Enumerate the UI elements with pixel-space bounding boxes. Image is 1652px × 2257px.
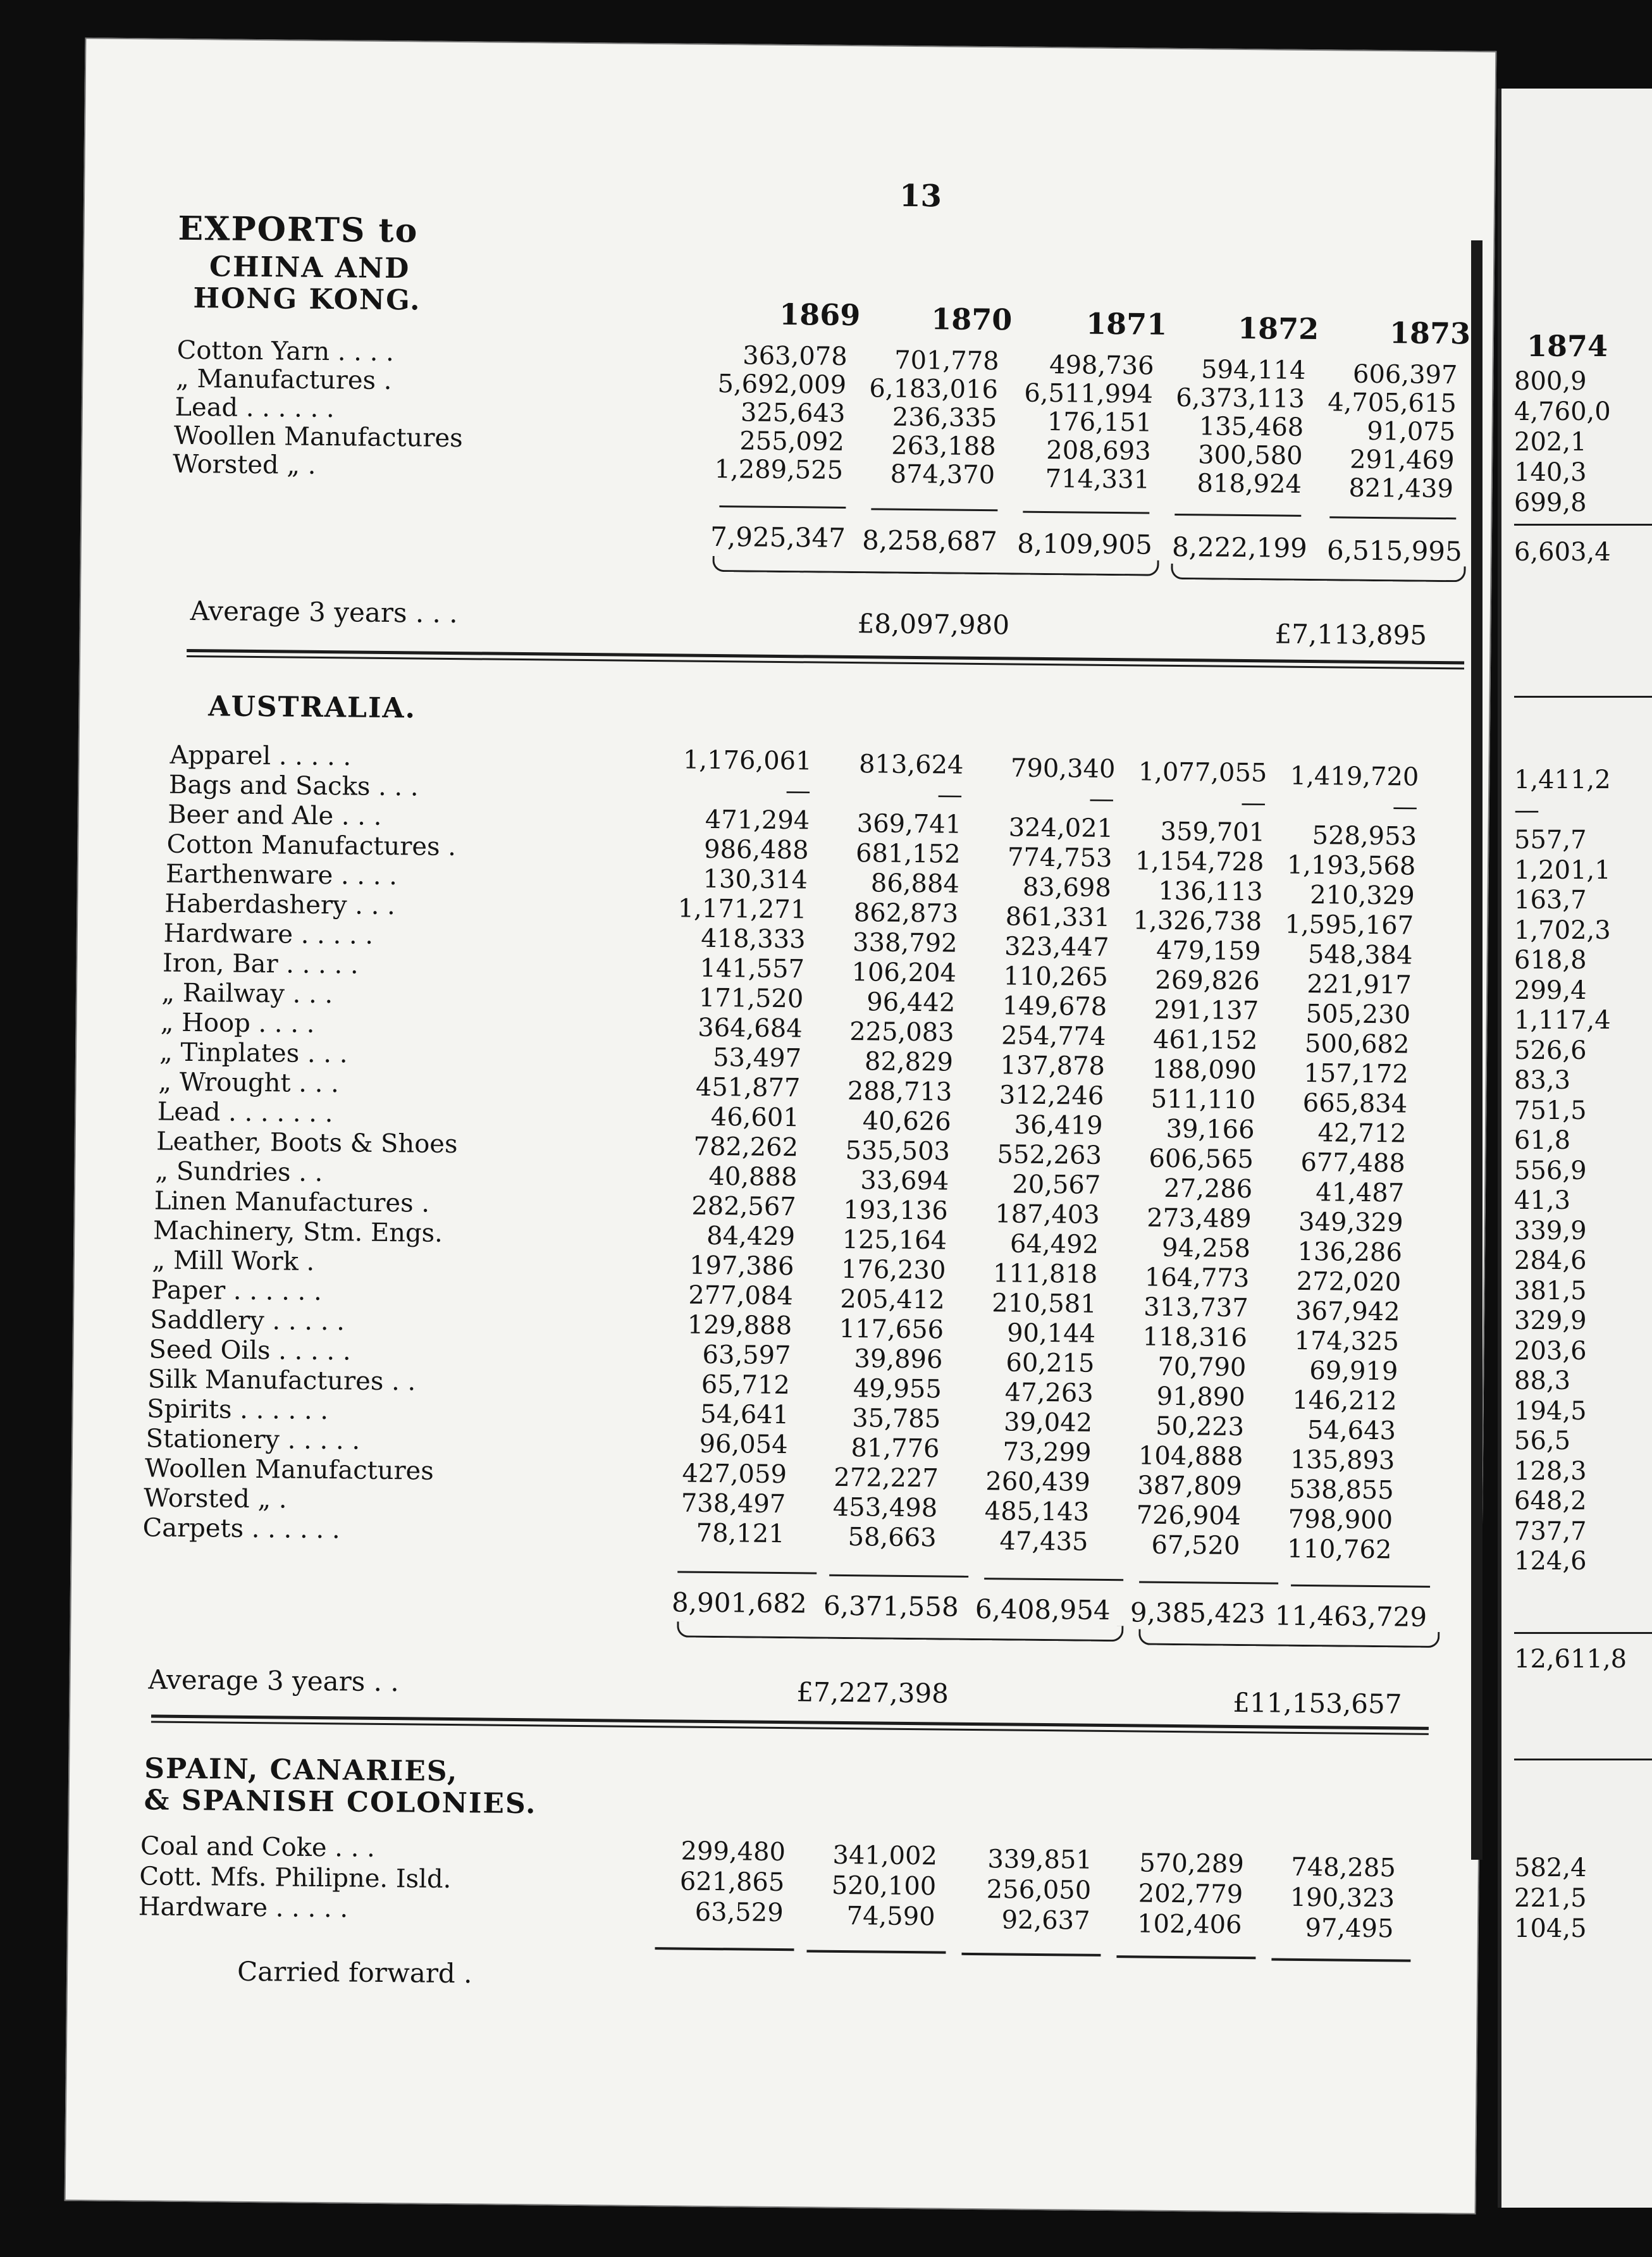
value-cell-1871: 790,340: [1010, 753, 1116, 784]
value-cell-1869: 63,529: [694, 1897, 784, 1928]
adjacent-value: 329,9: [1514, 1306, 1587, 1335]
value-cell-1870: 86,884: [870, 869, 960, 899]
adjacent-value: 1,201,1: [1514, 855, 1611, 885]
value-cell-1871: 47,435: [999, 1526, 1088, 1557]
value-cell-1870: 106,204: [851, 958, 957, 988]
row-label: Haberdashery . . .: [164, 889, 396, 921]
carried-forward: Carried forward .: [237, 1955, 472, 1989]
row-label: Bags and Sacks . . .: [168, 770, 419, 802]
adjacent-value: 83,3: [1514, 1066, 1571, 1095]
adjacent-value: 737,7: [1514, 1516, 1587, 1546]
australia-total-1872: 9,385,423: [1130, 1597, 1266, 1629]
row-label: Paper . . . . . .: [151, 1275, 323, 1307]
value-cell-1870: 862,873: [853, 898, 959, 929]
value-cell-1869: 364,684: [698, 1013, 803, 1044]
adjacent-value: 557,7: [1514, 826, 1587, 855]
row-label: Linen Manufactures .: [154, 1186, 430, 1218]
row-label: „ Wrought . . .: [158, 1067, 340, 1099]
value-cell-1871: 20,567: [1012, 1170, 1101, 1200]
value-cell-1870: 125,164: [842, 1225, 947, 1256]
value-cell-1873: 272,020: [1296, 1266, 1402, 1297]
value-cell-1869: 299,480: [681, 1836, 786, 1867]
value-cell-1869: 1,171,271: [677, 894, 807, 925]
value-cell-1872: 188,090: [1152, 1054, 1257, 1085]
value-cell-1871: 64,492: [1009, 1229, 1099, 1259]
value-cell-1871: 714,331: [1045, 464, 1150, 495]
value-cell-1871: 83,698: [1022, 872, 1112, 903]
china-total-1873: 6,515,995: [1326, 535, 1463, 567]
value-cell-1872: 461,152: [1152, 1025, 1258, 1056]
value-cell-1871: 498,736: [1049, 350, 1154, 381]
value-cell-1870: 272,227: [834, 1462, 939, 1493]
value-cell-1871: 208,693: [1046, 435, 1151, 466]
value-cell-1872: 1,154,728: [1135, 846, 1264, 877]
value-cell-1869: 1,289,525: [714, 454, 844, 485]
row-label: Hardware . . . . .: [163, 918, 374, 950]
value-cell-1871: 36,419: [1014, 1110, 1103, 1141]
value-cell-1870: 96,442: [866, 987, 956, 1018]
row-label: Cotton Manufactures .: [166, 829, 457, 862]
adjacent-value: —: [1514, 795, 1539, 825]
ledger-page: [65, 37, 1497, 2214]
adjacent-value: 1,411,2: [1514, 765, 1611, 795]
australia-total-rules: [85, 37, 1496, 51]
value-cell-1869: 782,262: [693, 1132, 799, 1163]
value-cell-1871: 552,263: [997, 1140, 1102, 1170]
value-cell-1873: 135,893: [1290, 1445, 1395, 1476]
row-label: „ Sundries . .: [155, 1156, 323, 1188]
value-cell-1869: 418,333: [700, 924, 806, 955]
value-cell-1869: 40,888: [708, 1161, 798, 1192]
value-cell-1870: 35,785: [851, 1404, 941, 1434]
adjacent-rule: [1514, 524, 1652, 526]
value-cell-1871: 47,263: [1004, 1378, 1094, 1408]
australia-total-1869: 8,901,682: [671, 1586, 807, 1619]
value-cell-1870: 520,100: [831, 1871, 937, 1901]
row-label: „ Hoop . . . .: [160, 1008, 315, 1039]
adjacent-australia-total: 12,611,8: [1514, 1645, 1627, 1674]
adjacent-value: 41,3: [1514, 1186, 1571, 1215]
row-label: Leather, Boots & Shoes: [156, 1127, 458, 1159]
value-cell-1870: 40,626: [862, 1106, 951, 1137]
value-cell-1873: 1,595,167: [1285, 910, 1414, 941]
value-cell-1872: 359,701: [1160, 817, 1266, 848]
value-cell-1869: 363,078: [743, 341, 848, 371]
value-cell-1873: 146,212: [1292, 1385, 1397, 1416]
value-cell-1871: 210,581: [992, 1289, 1097, 1319]
value-cell-1870: 236,335: [892, 402, 997, 433]
value-cell-1870: 74,590: [846, 1901, 935, 1932]
row-label: Machinery, Stm. Engs.: [152, 1216, 443, 1248]
section-title-spain: SPAIN, CANARIES,: [144, 1752, 459, 1788]
china-total-1871: 8,109,905: [1016, 528, 1153, 560]
value-cell-1870: 6,183,016: [869, 374, 999, 405]
value-cell-1871: 339,851: [987, 1845, 1093, 1875]
value-cell-1871: 324,021: [1008, 813, 1114, 844]
value-cell-1872: 570,289: [1139, 1848, 1245, 1879]
adjacent-value: 124,6: [1514, 1547, 1587, 1576]
value-cell-1871: 137,878: [1000, 1051, 1106, 1081]
value-cell-1870: 535,503: [845, 1135, 951, 1166]
adjacent-china-total: 6,603,4: [1514, 538, 1611, 567]
adjacent-rule-2: [1514, 696, 1652, 698]
value-cell-1869: 255,092: [739, 426, 844, 457]
adjacent-value: 104,5: [1514, 1914, 1587, 1943]
value-cell-1872: 202,779: [1138, 1879, 1243, 1910]
adjacent-value: 618,8: [1514, 946, 1587, 975]
china-average-1: £8,097,980: [857, 608, 1010, 641]
adjacent-value: 751,5: [1514, 1096, 1587, 1125]
china-total-1872: 8,222,199: [1171, 531, 1308, 564]
value-cell-1872: 300,580: [1197, 440, 1303, 471]
value-cell-1870: 338,792: [852, 928, 958, 958]
value-cell-1869: 84,429: [706, 1221, 796, 1252]
row-label: Worsted „ .: [172, 449, 316, 480]
value-cell-1870: 341,002: [832, 1840, 938, 1871]
row-label: „ Mill Work .: [152, 1246, 315, 1277]
australia-total-1871: 6,408,954: [975, 1593, 1111, 1626]
value-cell-1873: 505,230: [1305, 999, 1411, 1030]
value-cell-1872: 273,489: [1146, 1203, 1252, 1234]
adjacent-value: 526,6: [1514, 1036, 1587, 1065]
value-cell-1873: —: [1392, 792, 1418, 822]
adjacent-value: 339,9: [1514, 1216, 1587, 1246]
china-average-2: £7,113,895: [1274, 618, 1427, 651]
value-cell-1869: 53,497: [712, 1042, 802, 1073]
year-1871: 1871: [1085, 306, 1168, 342]
row-label: Silk Manufactures . .: [147, 1364, 416, 1397]
value-cell-1869: 471,294: [705, 805, 810, 836]
value-cell-1872: 70,790: [1157, 1352, 1247, 1383]
value-cell-1872: 102,406: [1137, 1909, 1242, 1940]
china-average-label: Average 3 years . . .: [190, 595, 458, 629]
value-cell-1870: 681,152: [855, 839, 961, 869]
value-cell-1872: 387,809: [1137, 1471, 1242, 1502]
row-label: Saddlery . . . . .: [149, 1305, 345, 1337]
value-cell-1872: 291,137: [1154, 995, 1259, 1026]
row-label: Carpets . . . . . .: [142, 1513, 340, 1545]
value-cell-1869: 96,054: [699, 1429, 788, 1460]
value-cell-1873: 91,075: [1366, 416, 1456, 447]
value-cell-1871: 6,511,994: [1024, 378, 1154, 409]
row-label: Woollen Manufactures: [173, 421, 463, 454]
value-cell-1872: 511,110: [1150, 1084, 1256, 1115]
value-cell-1872: 104,888: [1138, 1441, 1243, 1472]
year-1873: 1873: [1389, 316, 1471, 351]
value-cell-1873: 4,705,615: [1328, 388, 1457, 419]
adjacent-value: 800,9: [1514, 367, 1587, 396]
value-cell-1869: 621,865: [679, 1867, 785, 1898]
value-cell-1870: 453,498: [832, 1492, 938, 1523]
row-label: Apparel . . . . .: [170, 740, 352, 772]
value-cell-1873: 41,487: [1316, 1178, 1405, 1208]
australia-average-1: £7,227,398: [796, 1676, 949, 1709]
value-cell-1869: 427,059: [682, 1459, 787, 1490]
row-label: Lead . . . . . . .: [157, 1097, 333, 1128]
value-cell-1873: 665,834: [1302, 1088, 1408, 1119]
value-cell-1870: 701,778: [894, 345, 999, 376]
value-cell-1871: 323,447: [1004, 932, 1109, 962]
value-cell-1872: 594,114: [1200, 355, 1306, 385]
adjacent-value: 299,4: [1514, 975, 1587, 1005]
value-cell-1873: 798,900: [1288, 1504, 1393, 1535]
value-cell-1872: 27,286: [1164, 1173, 1253, 1204]
row-label: „ Tinplates . . .: [159, 1037, 348, 1069]
value-cell-1869: —: [785, 776, 811, 806]
value-cell-1872: 67,520: [1151, 1530, 1240, 1561]
value-cell-1872: 136,113: [1158, 876, 1263, 907]
value-cell-1872: —: [1240, 788, 1266, 818]
value-cell-1871: 256,050: [986, 1875, 1092, 1905]
value-cell-1869: 130,314: [703, 864, 808, 895]
value-cell-1870: 225,083: [849, 1017, 954, 1048]
row-label: Spirits . . . . . .: [147, 1394, 329, 1426]
adjacent-value: 221,5: [1514, 1884, 1587, 1913]
value-cell-1872: 50,223: [1155, 1411, 1245, 1442]
value-cell-1873: 349,329: [1298, 1207, 1403, 1238]
value-cell-1873: 1,193,568: [1286, 850, 1416, 881]
value-cell-1873: 538,855: [1289, 1475, 1394, 1506]
value-cell-1872: 135,468: [1199, 412, 1304, 442]
value-cell-1871: 187,403: [995, 1199, 1100, 1230]
value-cell-1872: 1,077,055: [1138, 757, 1267, 788]
value-cell-1871: 254,774: [1001, 1021, 1106, 1051]
adjacent-value: 4,760,0: [1514, 397, 1611, 426]
value-cell-1871: 485,143: [984, 1497, 1090, 1527]
row-label: Woollen Manufactures: [144, 1454, 434, 1486]
value-cell-1870: 874,370: [890, 459, 996, 490]
value-cell-1873: 69,919: [1309, 1356, 1398, 1387]
value-cell-1869: 129,888: [687, 1310, 792, 1341]
page-binding: [1471, 240, 1482, 1860]
spain-rules: [85, 37, 1496, 51]
adjacent-value: 648,2: [1514, 1487, 1587, 1516]
value-cell-1871: 149,678: [1002, 991, 1107, 1022]
value-cell-1872: 39,166: [1166, 1114, 1255, 1145]
value-cell-1872: 479,159: [1156, 936, 1261, 967]
value-cell-1873: 367,942: [1295, 1296, 1400, 1327]
value-cell-1870: 813,624: [858, 750, 964, 780]
value-cell-1870: 263,188: [891, 431, 996, 462]
value-cell-1870: 81,776: [851, 1433, 940, 1464]
section-divider: [187, 649, 1464, 669]
value-cell-1872: 1,326,738: [1133, 906, 1262, 937]
value-cell-1870: 205,412: [840, 1284, 945, 1315]
value-cell-1871: 73,299: [1002, 1437, 1092, 1468]
value-cell-1870: 82,829: [864, 1047, 954, 1077]
value-cell-1873: 500,682: [1304, 1029, 1410, 1060]
year-1872: 1872: [1237, 311, 1319, 347]
adjacent-value: 88,3: [1514, 1366, 1571, 1395]
value-cell-1873: 548,384: [1307, 939, 1413, 970]
row-label: Beer and Ale . . .: [168, 800, 382, 831]
value-cell-1873: 748,285: [1291, 1852, 1396, 1883]
adjacent-value: 582,4: [1514, 1853, 1587, 1883]
china-total-1869: 7,925,347: [710, 521, 846, 553]
value-cell-1869: 738,497: [681, 1488, 786, 1519]
page-number: 13: [899, 178, 942, 214]
adjacent-value: 56,5: [1514, 1426, 1571, 1456]
value-cell-1870: 39,896: [854, 1344, 943, 1375]
value-cell-1873: 291,469: [1349, 445, 1455, 476]
adjacent-value: 140,3: [1514, 458, 1587, 487]
value-cell-1873: 190,323: [1290, 1883, 1395, 1914]
value-cell-1871: 110,265: [1003, 962, 1109, 992]
value-cell-1871: 92,637: [1001, 1905, 1090, 1936]
section-title-china: CHINA AND: [209, 250, 410, 285]
value-cell-1870: 33,694: [860, 1166, 949, 1196]
row-label: Earthenware . . . .: [165, 859, 398, 891]
value-cell-1873: 210,329: [1310, 881, 1415, 911]
adjacent-value: 61,8: [1514, 1126, 1571, 1155]
value-cell-1873: 97,495: [1305, 1914, 1394, 1944]
value-cell-1873: 677,488: [1300, 1147, 1406, 1178]
value-cell-1871: 39,042: [1003, 1407, 1093, 1438]
row-label: Seed Oils . . . . .: [149, 1335, 351, 1366]
adjacent-rule-4: [1514, 1759, 1652, 1760]
year-1870: 1870: [930, 302, 1013, 337]
value-cell-1869: 1,176,061: [682, 745, 812, 776]
row-label: „ Manufactures .: [175, 364, 392, 396]
value-cell-1869: 63,597: [702, 1340, 791, 1371]
value-cell-1872: 313,737: [1143, 1292, 1248, 1323]
value-cell-1869: 54,641: [700, 1399, 789, 1430]
adjacent-value: 284,6: [1514, 1246, 1587, 1275]
adjacent-page: [1498, 89, 1652, 2208]
row-label: Cotton Yarn . . . .: [176, 335, 395, 368]
value-cell-1872: 6,373,113: [1176, 383, 1305, 414]
australia-average-label: Average 3 years . .: [148, 1664, 399, 1698]
value-cell-1873: 42,712: [1317, 1118, 1407, 1149]
value-cell-1870: 58,663: [848, 1523, 937, 1553]
value-cell-1872: 164,773: [1144, 1263, 1250, 1294]
china-total-rules: [85, 37, 1496, 51]
value-cell-1870: 369,741: [856, 809, 962, 839]
value-cell-1870: 117,656: [839, 1314, 944, 1345]
australia-brace-2: [1138, 1629, 1439, 1648]
australia-total-1873: 11,463,729: [1274, 1600, 1427, 1633]
value-cell-1872: 91,890: [1156, 1382, 1245, 1413]
value-cell-1869: 451,877: [695, 1072, 801, 1103]
adjacent-value: 381,5: [1514, 1276, 1587, 1306]
value-cell-1869: 282,567: [691, 1191, 796, 1222]
china-brace-2: [1171, 564, 1465, 582]
australia-average-2: £11,153,657: [1233, 1686, 1402, 1720]
value-cell-1873: 174,325: [1294, 1326, 1400, 1357]
value-cell-1869: 141,557: [700, 953, 805, 984]
row-label: Iron, Bar . . . . .: [162, 948, 359, 980]
australia-total-1870: 6,371,558: [823, 1590, 959, 1623]
value-cell-1871: 774,753: [1007, 843, 1113, 874]
value-cell-1873: 221,917: [1307, 969, 1412, 1000]
value-cell-1872: 118,316: [1142, 1322, 1248, 1353]
year-1869: 1869: [779, 297, 861, 333]
value-cell-1873: 528,953: [1312, 821, 1417, 851]
row-label: Worsted „ .: [144, 1483, 287, 1514]
row-label: „ Railway . . .: [161, 978, 333, 1010]
value-cell-1872: 726,904: [1136, 1500, 1242, 1531]
row-label: Hardware . . . . .: [138, 1892, 348, 1924]
adjacent-value: 203,6: [1514, 1336, 1587, 1366]
value-cell-1869: 325,643: [740, 398, 846, 428]
value-cell-1870: 176,230: [841, 1254, 946, 1285]
adjacent-value: 556,9: [1514, 1156, 1587, 1185]
value-cell-1871: 260,439: [985, 1467, 1091, 1497]
adjacent-value: 1,702,3: [1514, 915, 1611, 945]
value-cell-1871: 176,151: [1047, 407, 1152, 438]
value-cell-1869: 5,692,009: [717, 369, 847, 400]
value-cell-1872: 606,565: [1149, 1144, 1254, 1175]
adjacent-value: 699,8: [1514, 488, 1587, 517]
adjacent-value: 163,7: [1514, 886, 1587, 915]
value-cell-1871: 861,331: [1005, 902, 1111, 932]
adjacent-value: 128,3: [1514, 1456, 1587, 1486]
value-cell-1869: 78,121: [696, 1518, 785, 1549]
value-cell-1869: 65,712: [701, 1370, 791, 1401]
value-cell-1869: 46,601: [710, 1102, 799, 1133]
section-title-australia: AUSTRALIA.: [208, 690, 417, 725]
value-cell-1870: 193,136: [843, 1195, 948, 1226]
adjacent-value: 202,1: [1514, 428, 1587, 457]
row-label: Cott. Mfs. Philipne. Isld.: [139, 1862, 452, 1895]
section-title-hongkong: HONG KONG.: [193, 282, 421, 317]
value-cell-1871: 60,215: [1006, 1348, 1095, 1378]
row-label: Lead . . . . . .: [175, 392, 335, 424]
value-cell-1872: 818,924: [1197, 469, 1302, 499]
value-cell-1872: 94,258: [1161, 1233, 1251, 1264]
value-cell-1869: 171,520: [698, 983, 804, 1014]
value-cell-1873: 606,397: [1352, 359, 1458, 390]
value-cell-1873: 110,762: [1286, 1534, 1392, 1565]
value-cell-1870: 49,955: [853, 1374, 942, 1404]
value-cell-1872: 269,826: [1155, 965, 1261, 996]
value-cell-1871: —: [1088, 784, 1115, 814]
value-cell-1873: 136,286: [1297, 1237, 1403, 1268]
china-total-1870: 8,258,687: [861, 524, 998, 557]
value-cell-1869: 197,386: [689, 1251, 794, 1282]
value-cell-1873: 1,419,720: [1290, 761, 1419, 792]
value-cell-1871: 90,144: [1006, 1318, 1096, 1349]
value-cell-1870: —: [937, 780, 963, 810]
next-page-year: 1874: [1527, 329, 1608, 363]
row-label: Coal and Coke . . .: [140, 1831, 376, 1863]
value-cell-1870: 288,713: [847, 1077, 952, 1107]
adjacent-value: 1,117,4: [1514, 1006, 1611, 1035]
value-cell-1871: 312,246: [999, 1080, 1104, 1111]
value-cell-1869: 277,084: [688, 1280, 794, 1311]
adjacent-rule-3: [1514, 1632, 1652, 1634]
value-cell-1873: 54,643: [1307, 1416, 1396, 1446]
section-title-spanish-colonies: & SPANISH COLONIES.: [144, 1784, 537, 1821]
value-cell-1873: 157,172: [1304, 1058, 1409, 1089]
section-title-exports: EXPORTS to: [178, 209, 419, 250]
value-cell-1873: 821,439: [1348, 473, 1454, 504]
adjacent-value: 194,5: [1514, 1396, 1587, 1426]
value-cell-1871: 111,818: [992, 1259, 1098, 1289]
value-cell-1869: 986,488: [703, 834, 809, 865]
row-label: Stationery . . . . .: [145, 1424, 361, 1456]
